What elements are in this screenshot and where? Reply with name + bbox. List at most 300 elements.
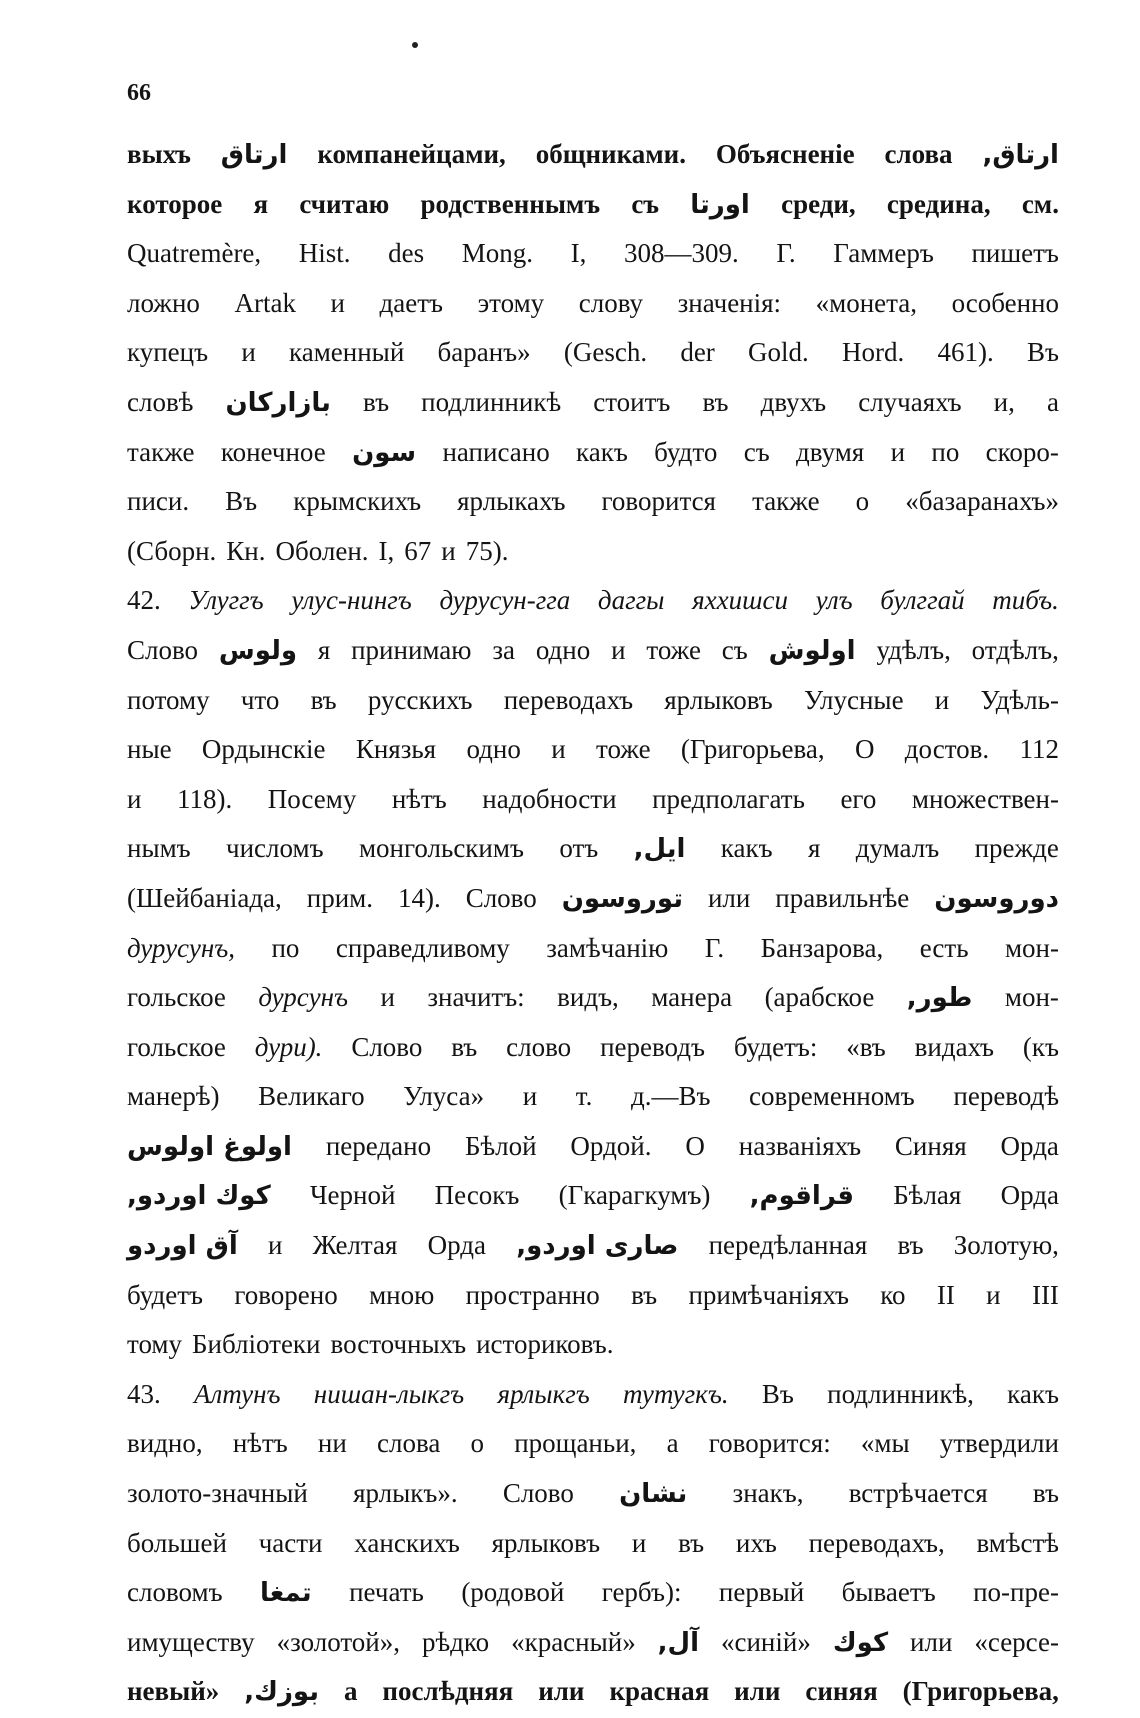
word: ихъ [735, 1527, 777, 1558]
word: вмѣстѣ [976, 1527, 1059, 1558]
arabic-word: قراقوم, [749, 1181, 855, 1212]
word: даетъ [379, 287, 443, 318]
word: тому [127, 1329, 183, 1360]
word: 14). [397, 882, 441, 913]
word: Улуса» [403, 1081, 485, 1112]
word: въ [1032, 1478, 1059, 1509]
word: и [380, 982, 395, 1013]
text-line [127, 973, 1059, 1023]
text-line [127, 1618, 1059, 1668]
text-line [127, 1370, 1059, 1420]
text-line [127, 1271, 1059, 1321]
word: по [931, 436, 960, 467]
text-line [127, 378, 1059, 428]
arabic-word: توروسون [561, 883, 683, 914]
word: Орда [1000, 1180, 1059, 1211]
word: Оболен. [275, 535, 369, 566]
word: подлинникѣ [421, 386, 562, 417]
word: переводахъ, [808, 1527, 945, 1558]
word: Hist. [298, 238, 351, 269]
word: Бѣлая [893, 1180, 962, 1211]
word: ярлыковъ [491, 1527, 601, 1558]
word: удѣлъ, [876, 634, 951, 665]
word: ложно [127, 287, 200, 318]
word: съ [721, 634, 748, 665]
word: I, [378, 535, 395, 566]
word: и [241, 337, 256, 368]
word: (Gesch. [563, 337, 648, 368]
word: Улусные [803, 684, 904, 715]
word: нымъ [127, 833, 191, 864]
word: т. [575, 1081, 593, 1112]
word: конечное [220, 436, 326, 467]
word: будетъ [127, 1279, 203, 1310]
word: я [317, 634, 331, 665]
word: восточныхъ [330, 1329, 467, 1360]
text-line [127, 1320, 1059, 1370]
word: Слово [465, 882, 537, 913]
word: скоро- [985, 436, 1059, 467]
word: улус-нингъ [291, 585, 412, 616]
word: отъ [559, 833, 599, 864]
word: Улуггъ [188, 585, 264, 616]
word: а [343, 1676, 358, 1707]
word: III [1031, 1279, 1059, 1310]
word: Гаммеръ [833, 238, 934, 269]
word: манерѣ) [127, 1081, 220, 1112]
word: бываетъ [841, 1577, 936, 1608]
word: думалъ [855, 833, 940, 864]
word: и [551, 734, 566, 765]
arabic-word: بازاركان [225, 387, 331, 418]
word: компанейцами, [317, 139, 506, 169]
word: II [936, 1279, 955, 1310]
word: «золотой», [276, 1626, 400, 1657]
word: тибъ. [992, 585, 1059, 616]
word: гольское [127, 982, 226, 1013]
word: также [752, 486, 820, 517]
word: ные [127, 734, 172, 765]
word: гольское [127, 1031, 226, 1062]
arabic-word: بوزك, [244, 1677, 319, 1708]
word: Князья [355, 734, 437, 765]
word: одно [466, 734, 521, 765]
word: будто [654, 436, 718, 467]
word: дури). [254, 1031, 323, 1062]
arabic-word: آل, [657, 1627, 700, 1658]
word: слову [578, 287, 644, 318]
word: первый [718, 1577, 805, 1608]
text-line [127, 328, 1059, 378]
word: «монета, [815, 287, 917, 318]
word: или [707, 882, 751, 913]
word: названіяхъ [738, 1130, 862, 1161]
arabic-word: كوك اوردو, [127, 1181, 271, 1212]
word: переводахъ [503, 684, 634, 715]
word: особенно [951, 287, 1059, 318]
word: утвердили [939, 1428, 1059, 1459]
word: какъ [720, 833, 773, 864]
text-line [127, 775, 1059, 825]
word: 42. [127, 585, 161, 616]
word: въ [363, 386, 390, 417]
word: по-пре- [973, 1577, 1059, 1608]
word: и [330, 287, 345, 318]
word: говорится: [708, 1428, 831, 1459]
word: передѣланная [708, 1230, 868, 1261]
arabic-word: ايل, [633, 834, 686, 865]
word: ярлыкахъ [457, 486, 566, 517]
arabic-word: ارتاق, [982, 140, 1059, 170]
word: (Гкарагкумъ) [558, 1180, 711, 1211]
word: или [734, 1676, 781, 1707]
word: даггы [597, 585, 665, 616]
word: Посему [267, 783, 357, 814]
word: за [492, 634, 515, 665]
word: тутугкъ. [623, 1378, 729, 1409]
word: баранъ» [437, 337, 531, 368]
word: видъ, [557, 982, 619, 1013]
ink-dot [412, 42, 418, 48]
word: о [855, 486, 870, 517]
word: «мы [860, 1428, 910, 1459]
arabic-word: سون [352, 437, 417, 468]
word: справедливому [335, 932, 510, 963]
word: Ордынскіе [201, 734, 326, 765]
word: говорено [234, 1279, 338, 1310]
word: «красный» [511, 1626, 636, 1657]
word: О [854, 734, 875, 765]
word: принимаю [351, 634, 472, 665]
word: (Григорьева, [902, 1676, 1059, 1707]
word: этому [477, 287, 545, 318]
page-number: 66 [127, 80, 151, 106]
word: 67 [404, 535, 432, 566]
word: ни [317, 1428, 347, 1459]
word: Въ [761, 1378, 794, 1409]
word: Въ [1027, 337, 1059, 368]
word: стоитъ [593, 386, 671, 417]
word: и [441, 535, 456, 566]
word: дурусун-гга [439, 585, 571, 616]
word: потому [127, 684, 210, 715]
word: историковъ. [476, 1329, 614, 1360]
word: и [522, 1081, 538, 1112]
word: современномъ [749, 1081, 915, 1112]
word: Банзарова, [760, 932, 884, 963]
word: Слово [351, 1031, 423, 1062]
text-line [127, 130, 1059, 180]
word: значенія: [677, 287, 782, 318]
text-line [127, 428, 1059, 478]
word: прежде [974, 833, 1059, 864]
word: среди, [781, 188, 856, 219]
word: предполагать [652, 783, 805, 814]
word: крымскихъ [293, 486, 422, 517]
word: печать [349, 1577, 424, 1608]
word: рѣдко [421, 1626, 490, 1657]
text-line [127, 1023, 1059, 1073]
word: считаю [299, 188, 390, 219]
word: монгольскимъ [358, 833, 524, 864]
word: отдѣлъ, [971, 634, 1059, 665]
word: говорится [601, 486, 716, 517]
word: имуществу [127, 1626, 255, 1657]
word: а [1046, 386, 1059, 417]
word: съ [631, 188, 660, 219]
word: дурсунъ [258, 982, 348, 1013]
word: Слово [502, 1478, 574, 1509]
word: что [240, 684, 280, 715]
word: Hord. [842, 337, 905, 368]
word: (Григорьева, [680, 734, 825, 765]
text-line [127, 229, 1059, 279]
word: Въ [225, 486, 258, 517]
word: Mong. [461, 238, 534, 269]
word: «базаранахъ» [905, 486, 1059, 517]
word: Gold. [748, 337, 809, 368]
word: достов. [904, 734, 990, 765]
word: «синій» [721, 1626, 811, 1657]
text-line [127, 1667, 1059, 1717]
word: Желтая [312, 1230, 398, 1261]
text-line [127, 626, 1059, 676]
word: и [267, 1230, 283, 1261]
word: Великаго [258, 1081, 365, 1112]
text-line [127, 527, 1059, 577]
word: множествен- [911, 783, 1059, 814]
word: надобности [482, 783, 617, 814]
word: съ [743, 436, 770, 467]
word: какъ [1007, 1378, 1059, 1409]
word: Золотую, [953, 1230, 1059, 1261]
text-line [127, 1419, 1059, 1469]
word: О [685, 1130, 705, 1161]
word: «серсе- [974, 1626, 1059, 1657]
word: Библіотеки [192, 1329, 321, 1360]
word: также [127, 436, 195, 467]
word: знакъ, [732, 1478, 804, 1509]
text-line [127, 477, 1059, 527]
word: Орда [1000, 1130, 1059, 1161]
word: правильнѣе [775, 882, 910, 913]
word: числомъ [226, 833, 324, 864]
word: д.—Въ [630, 1081, 711, 1112]
arabic-word: نشان [619, 1479, 688, 1510]
text-line [127, 824, 1059, 874]
word: яххишси [692, 585, 788, 616]
word: въ [310, 684, 337, 715]
word: Кн. [226, 535, 266, 566]
arabic-word: اولوش [768, 635, 856, 666]
word: пишетъ [971, 238, 1059, 269]
word: большей [127, 1527, 227, 1558]
word: родственнымъ [420, 188, 601, 219]
word: въ [631, 1279, 658, 1310]
text-line [127, 1568, 1059, 1618]
word: Artak [234, 287, 296, 318]
word: русскихъ [367, 684, 473, 715]
word: и [611, 634, 626, 665]
text-line [127, 279, 1059, 329]
word: части [258, 1527, 323, 1558]
word: есть [919, 932, 969, 963]
text-line [127, 924, 1059, 974]
text-line [127, 180, 1059, 230]
word: синяя [805, 1676, 878, 1707]
word: der [680, 337, 715, 368]
word: значитъ: [427, 982, 525, 1013]
word: я [807, 833, 821, 864]
text-line [127, 1122, 1059, 1172]
word: des [388, 238, 425, 269]
word: улъ [815, 585, 853, 616]
word: видно, [127, 1428, 203, 1459]
word: ярлыковъ [664, 684, 773, 715]
word: 43. [127, 1378, 161, 1409]
word: Quatremère, [127, 238, 262, 269]
word: и [890, 436, 906, 467]
arabic-word: اولوغ اولوس [127, 1131, 292, 1162]
word: двумя [796, 436, 865, 467]
word: Ордой. [570, 1130, 652, 1161]
word: тоже [596, 734, 651, 765]
word: нѣтъ [391, 783, 447, 814]
word: замѣчанію [546, 932, 669, 963]
word: нѣтъ [232, 1428, 288, 1459]
word: ко [880, 1279, 906, 1310]
word: слова [884, 139, 953, 169]
word: случаяхъ [858, 386, 962, 417]
text-line [127, 1072, 1059, 1122]
word: видахъ [914, 1031, 994, 1062]
arabic-word: دوروسون [934, 883, 1059, 914]
word: дурусунъ, [127, 932, 235, 963]
arabic-word: ارتاق [220, 140, 288, 170]
word: а [666, 1428, 679, 1459]
word: невый» [127, 1676, 220, 1707]
word: Орда [427, 1230, 487, 1261]
word: слово [506, 1031, 572, 1062]
word: Г. [704, 932, 725, 963]
word: Слово [127, 634, 199, 665]
word: купецъ [127, 337, 209, 368]
word: Объясненie [715, 139, 855, 169]
word: манера [651, 982, 733, 1013]
text-line [127, 1469, 1059, 1519]
word: пространно [465, 1279, 600, 1310]
text-line [127, 576, 1059, 626]
word: Черной [309, 1180, 396, 1211]
word: примѣчаніяхъ [688, 1279, 849, 1310]
word: передано [325, 1130, 432, 1161]
word: двухъ [760, 386, 827, 417]
word: въ [897, 1230, 924, 1261]
word: Бѣлой [464, 1130, 537, 1161]
word: золото-значный [127, 1478, 308, 1509]
word: Удѣль- [980, 684, 1059, 715]
word: ярлыкъ». [353, 1478, 458, 1509]
word: въ [678, 1527, 705, 1558]
word: (арабское [764, 982, 875, 1013]
word: и, [993, 386, 1015, 417]
word: переводъ [600, 1031, 705, 1062]
word: которое [127, 188, 223, 219]
word: написано [442, 436, 550, 467]
word: см. [1021, 188, 1059, 219]
word: 75). [465, 535, 509, 566]
word: Алтунъ [194, 1378, 281, 1409]
word: (Шейбаніада, [127, 882, 282, 913]
word: одно [535, 634, 591, 665]
word: ханскихъ [354, 1527, 460, 1558]
word: I, [570, 238, 587, 269]
text-line [127, 1221, 1059, 1271]
text-line [127, 1171, 1059, 1221]
word: 112 [1019, 734, 1059, 765]
word: 308—309. [624, 238, 739, 269]
word: общниками. [535, 139, 686, 169]
text-line [127, 874, 1059, 924]
word: я [253, 188, 269, 219]
word: словѣ [127, 386, 194, 417]
word: Синяя [894, 1130, 967, 1161]
word: мною [369, 1279, 435, 1310]
word: каменный [289, 337, 405, 368]
word: «въ [846, 1031, 886, 1062]
word: (Сборн. [127, 535, 217, 566]
word: его [840, 783, 877, 814]
word: Г. [776, 238, 796, 269]
word: булггай [880, 585, 965, 616]
word: переводѣ [953, 1081, 1059, 1112]
text-line [127, 725, 1059, 775]
word: въ [451, 1031, 478, 1062]
word: средина, [886, 188, 991, 219]
word: красная [609, 1676, 710, 1707]
word: и [127, 783, 142, 814]
word: нишан-лыкгъ [313, 1378, 465, 1409]
word: или [910, 1626, 953, 1657]
arabic-word: ولوس [218, 635, 297, 666]
word: слова [376, 1428, 441, 1459]
text-line [127, 676, 1059, 726]
word: по [271, 932, 300, 963]
word: выхъ [127, 139, 191, 169]
arabic-word: طور, [906, 983, 973, 1014]
arabic-word: تمغا [260, 1578, 312, 1609]
word: мон- [1004, 982, 1059, 1013]
arabic-word: آق اوردو [127, 1231, 238, 1262]
word: въ [702, 386, 729, 417]
word: писи. [127, 486, 190, 517]
word: ярлыкгъ [497, 1378, 590, 1409]
word: мон- [1004, 932, 1059, 963]
text-line [127, 1519, 1059, 1569]
word: и [934, 684, 950, 715]
arabic-word: اورتا [690, 189, 750, 220]
arabic-word: كوك [832, 1627, 889, 1658]
word: (родовой [461, 1577, 565, 1608]
word: встрѣчается [848, 1478, 988, 1509]
word: и [631, 1527, 647, 1558]
word: подлинникѣ, [827, 1378, 974, 1409]
word: будетъ: [733, 1031, 818, 1062]
word: какъ [576, 436, 628, 467]
arabic-word: صارى اوردو, [516, 1231, 679, 1262]
word: тоже [646, 634, 701, 665]
word: словомъ [127, 1577, 223, 1608]
